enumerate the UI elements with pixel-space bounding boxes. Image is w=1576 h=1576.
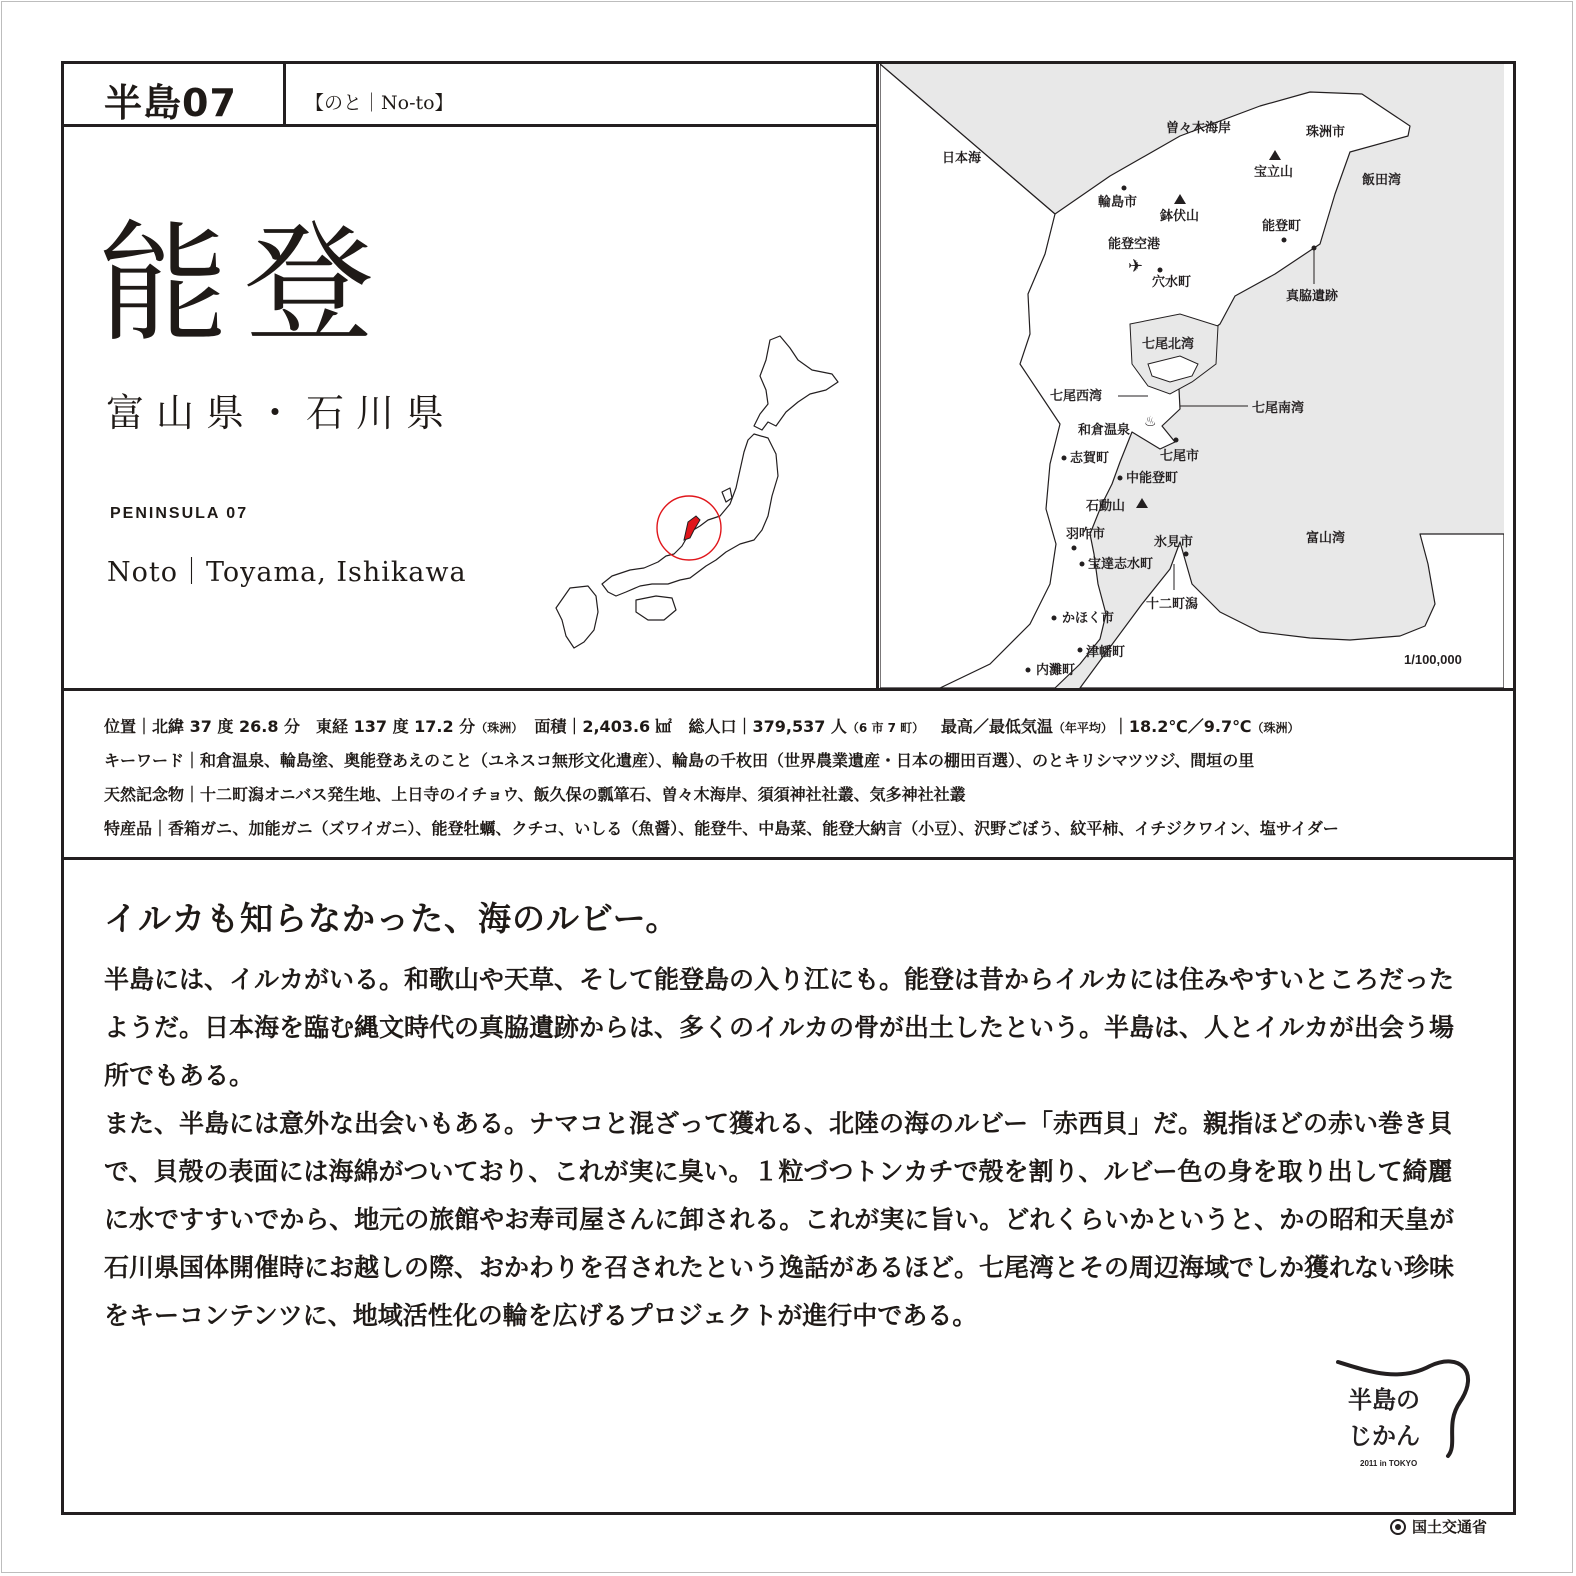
marker-himi bbox=[1184, 552, 1189, 557]
label-kahoku: かほく市 bbox=[1062, 611, 1115, 626]
fact-temperature: 最高／最低気温 bbox=[940, 717, 1053, 736]
prefectures: 富山県・石川県 bbox=[106, 391, 457, 435]
label-shika: 志賀町 bbox=[1070, 451, 1110, 466]
label-nanao-south: 七尾南湾 bbox=[1252, 401, 1305, 416]
label-nakanoto: 中能登町 bbox=[1126, 471, 1179, 486]
kyushu-shape bbox=[556, 586, 598, 648]
label-iida: 飯田湾 bbox=[1362, 173, 1402, 188]
english-name: Noto｜Toyama, Ishikawa bbox=[107, 557, 467, 588]
fact-temperature-place: （珠洲） bbox=[1251, 721, 1300, 735]
label-japan-sea: 日本海 bbox=[942, 151, 982, 166]
page-title: 能登 bbox=[98, 208, 391, 360]
peninsula-code: 半島07 bbox=[104, 81, 237, 125]
peninsula-number-label: PENINSULA 07 bbox=[110, 505, 249, 522]
label-horyuzan: 宝立山 bbox=[1254, 165, 1294, 180]
label-nanao-city: 七尾市 bbox=[1160, 449, 1200, 464]
label-sekidozan: 石動山 bbox=[1086, 499, 1126, 514]
ministry-emblem-icon bbox=[1390, 1519, 1406, 1535]
divider-facts-top bbox=[61, 688, 1516, 691]
label-juunichou: 十二町潟 bbox=[1146, 597, 1199, 612]
marker-notocho bbox=[1282, 238, 1287, 243]
logo-line-2: じかん bbox=[1348, 1422, 1420, 1450]
noto-regional-map bbox=[880, 64, 1504, 688]
hokkaido-shape bbox=[754, 336, 838, 430]
marker-anamizu bbox=[1158, 268, 1163, 273]
label-hachibuse: 鉢伏山 bbox=[1160, 209, 1200, 224]
hanto-no-jikan-logo bbox=[1330, 1352, 1480, 1477]
sado-shape bbox=[722, 488, 732, 502]
divider-code bbox=[283, 61, 286, 125]
airport-icon: ✈ bbox=[1128, 256, 1144, 277]
fact-location-note: （珠洲） bbox=[475, 721, 524, 735]
label-wajima: 輪島市 bbox=[1098, 195, 1138, 210]
marker-hodatsushimizu bbox=[1080, 562, 1085, 567]
fact-temperature-values: ｜18.2℃／9.7℃ bbox=[1112, 717, 1252, 736]
logo-sub: 2011 in TOKYO bbox=[1360, 1459, 1418, 1468]
hot-spring-icon: ♨ bbox=[1144, 414, 1157, 430]
peninsula-reading: 【のと｜No-to】 bbox=[305, 92, 454, 114]
label-himi: 氷見市 bbox=[1154, 535, 1194, 550]
fact-area: 面積｜2,403.6 ㎢ bbox=[534, 717, 672, 736]
label-tsubata: 津幡町 bbox=[1086, 645, 1126, 660]
label-uchinada: 内灘町 bbox=[1036, 663, 1076, 678]
marker-nanao-city bbox=[1174, 438, 1179, 443]
label-notocho: 能登町 bbox=[1262, 219, 1302, 234]
facts-row-products: 特産品｜香箱ガニ、加能ガニ（ズワイガニ）、能登牡蠣、クチコ、いしる（魚醤）、能登牛、中島菜、能登大納言（小豆）、沢野ごぼう、紋平柿、イチジクワイン、塩サイダー bbox=[104, 819, 1339, 838]
fact-population-note: （6 市 7 町） bbox=[846, 721, 925, 735]
honshu-shape bbox=[602, 434, 778, 596]
label-nanao-west: 七尾西湾 bbox=[1050, 389, 1103, 404]
marker-hakui bbox=[1072, 546, 1077, 551]
fact-temperature-note: （年平均） bbox=[1052, 721, 1113, 735]
marker-tsubata bbox=[1078, 648, 1083, 653]
label-sosogi: 曽々木海岸 bbox=[1166, 121, 1232, 136]
facts-block bbox=[104, 710, 1494, 846]
marker-shika bbox=[1062, 456, 1067, 461]
facts-row-monuments: 天然記念物｜十二町潟オニバス発生地、上日寺のイチョウ、飯久保の瓢箪石、曽々木海岸、須須神社社叢、気多神社社叢 bbox=[104, 785, 966, 804]
marker-wajima bbox=[1122, 186, 1127, 191]
marker-nakanoto bbox=[1118, 476, 1123, 481]
ministry-name: 国土交通省 bbox=[1412, 1518, 1488, 1536]
logo-line-1: 半島の bbox=[1348, 1386, 1420, 1414]
japan-locator-map bbox=[540, 330, 850, 660]
label-hodatsushimizu: 宝達志水町 bbox=[1088, 557, 1154, 572]
label-wakura: 和倉温泉 bbox=[1078, 423, 1131, 438]
label-toyama-bay: 富山湾 bbox=[1306, 531, 1346, 546]
essay-paragraph-1: 半島には、イルカがいる。和歌山や天草、そして能登島の入り江にも。能登は昔からイルカには住みやすいところだったようだ。日本海を臨む縄文時代の真脇遺跡からは、多くのイルカの骨が出土したという。半島は、人とイルカが出会う場所でもある。 bbox=[104, 965, 1455, 1090]
fact-location: 位置｜北緯 37 度 26.8 分 東経 137 度 17.2 分 bbox=[104, 717, 476, 736]
marker-uchinada bbox=[1026, 668, 1031, 673]
facts-row-keywords: キーワード｜和倉温泉、輪島塗、奥能登あえのこと（ユネスコ無形文化遺産）、輪島の千枚田（世界農業遺産・日本の棚田百選）、のとキリシマツツジ、間垣の里 bbox=[104, 751, 1255, 770]
marker-kahoku bbox=[1052, 616, 1057, 621]
divider-facts-bottom bbox=[61, 857, 1516, 860]
fact-population: 総人口｜379,537 人 bbox=[688, 717, 847, 736]
ministry-credit bbox=[1390, 1516, 1487, 1537]
shikoku-shape bbox=[636, 596, 676, 620]
label-nanao-north: 七尾北湾 bbox=[1142, 337, 1195, 352]
label-suzu: 珠洲市 bbox=[1306, 125, 1346, 140]
essay-body bbox=[104, 956, 1476, 1340]
essay-paragraph-2: また、半島には意外な出会いもある。ナマコと混ざって獲れる、北陸の海のルビー「赤西貝」だ。親指ほどの赤い巻き貝で、貝殻の表面には海綿がついており、これが実に臭い。１粒づつトンカチで殻を割り、ルビー色の身を取り出して綺麗に水ですすいでから、地元の旅館やお寿司屋さんに卸される。これが実に旨い。どれくらいかというと、かの昭和天皇が石川県国体開催時にお越しの際、おかわりを召されたという逸話があるほど。七尾湾とその周辺海域でしか獲れない珍味をキーコンテンツに、地域活性化の輪を広げるプロジェクトが進行中である。 bbox=[104, 1109, 1455, 1330]
divider-map bbox=[876, 61, 879, 691]
label-hakui: 羽咋市 bbox=[1066, 527, 1106, 542]
label-anamizu: 穴水町 bbox=[1152, 275, 1192, 290]
map-scale: 1/100,000 bbox=[1404, 652, 1462, 667]
label-mawaki: 真脇遺跡 bbox=[1286, 289, 1339, 304]
essay-headline: イルカも知らなかった、海のルビー。 bbox=[104, 899, 680, 938]
label-airport: 能登空港 bbox=[1108, 237, 1161, 252]
facts-row-location bbox=[104, 710, 1494, 744]
